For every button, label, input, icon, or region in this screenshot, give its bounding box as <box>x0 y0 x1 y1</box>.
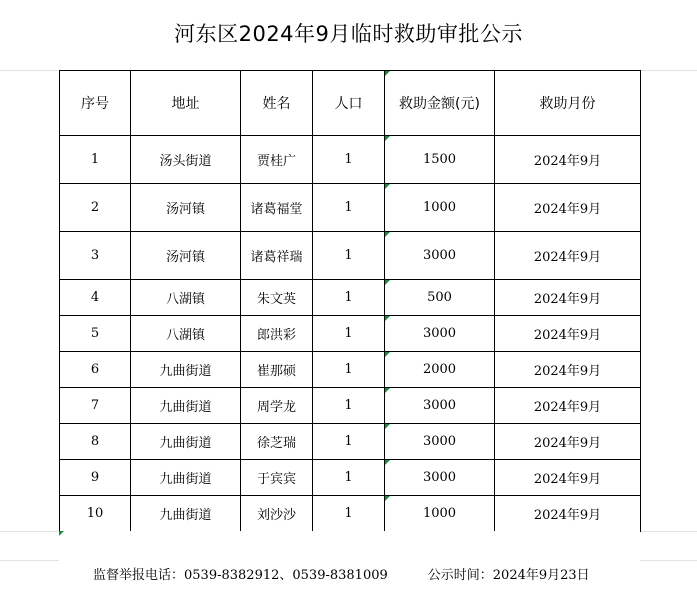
cell-people <box>313 316 385 352</box>
cell-no <box>60 460 131 496</box>
cell-month <box>495 352 641 388</box>
cell-name <box>241 280 313 316</box>
cell-note-marker <box>385 232 390 237</box>
cell-name-text: 崔那硕 <box>256 364 296 379</box>
cell-amount-text: 3000 <box>422 434 457 449</box>
cell-amount <box>385 232 495 280</box>
cell-amount-text: 2000 <box>422 362 457 377</box>
table-row <box>60 184 641 232</box>
cell-amount <box>385 136 495 184</box>
cell-address <box>131 496 241 532</box>
cell-no-text: 10 <box>86 506 104 521</box>
cell-no-text: 3 <box>90 248 100 263</box>
cell-month-text: 2024年9月 <box>533 364 602 379</box>
cell-month <box>495 184 641 232</box>
cell-address <box>131 316 241 352</box>
cell-no <box>60 424 131 460</box>
cell-amount <box>385 184 495 232</box>
table-header-row <box>60 71 641 136</box>
cell-people <box>313 280 385 316</box>
table-row <box>60 460 641 496</box>
cell-amount <box>385 388 495 424</box>
cell-address <box>131 352 241 388</box>
cell-month-text: 2024年9月 <box>533 250 602 265</box>
header-amount: 救助金额(元) <box>385 71 495 136</box>
cell-note-marker <box>385 460 390 465</box>
cell-note-marker <box>385 136 390 141</box>
cell-month <box>495 136 641 184</box>
cell-amount <box>385 280 495 316</box>
relief-table <box>59 70 641 532</box>
cell-month-text: 2024年9月 <box>533 328 602 343</box>
cell-name <box>241 388 313 424</box>
cell-month-text: 2024年9月 <box>533 292 602 307</box>
cell-note-marker <box>385 184 390 189</box>
cell-people <box>313 424 385 460</box>
cell-amount-text: 1000 <box>422 506 457 521</box>
cell-month <box>495 496 641 532</box>
table-row <box>60 388 641 424</box>
footer <box>93 564 590 583</box>
cell-address <box>131 280 241 316</box>
cell-no-text: 8 <box>90 434 100 449</box>
cell-address-text: 八湖镇 <box>165 328 205 343</box>
cell-no-text: 9 <box>90 470 100 485</box>
cell-people-text: 1 <box>344 152 353 167</box>
cell-address <box>131 388 241 424</box>
cell-people-text: 1 <box>344 290 353 305</box>
cell-note-marker <box>385 388 390 393</box>
cell-people-text: 1 <box>344 434 353 449</box>
cell-no <box>60 280 131 316</box>
cell-name <box>241 184 313 232</box>
cell-no <box>60 136 131 184</box>
cell-people <box>313 388 385 424</box>
table-row <box>60 496 641 532</box>
cell-people-text: 1 <box>344 200 353 215</box>
page-title: 河东区2024年9月临时救助审批公示 <box>174 22 523 46</box>
cell-name-text: 周学龙 <box>256 400 296 415</box>
cell-people-text: 1 <box>344 362 353 377</box>
cell-name <box>241 460 313 496</box>
cell-amount-text: 3000 <box>422 326 457 341</box>
cell-name-text: 徐芝瑞 <box>256 436 296 451</box>
cell-note-marker <box>385 424 390 429</box>
cell-no-text: 5 <box>90 326 100 341</box>
cell-note-marker <box>385 280 390 285</box>
cell-address-text: 九曲街道 <box>159 436 212 451</box>
table-row <box>60 316 641 352</box>
cell-amount-text: 1000 <box>422 200 457 215</box>
cell-amount-text: 3000 <box>422 470 457 485</box>
cell-no <box>60 352 131 388</box>
cell-people <box>313 232 385 280</box>
cell-no-text: 2 <box>90 200 100 215</box>
cell-name-text: 朱文英 <box>256 292 296 307</box>
cell-note-marker <box>385 316 390 321</box>
cell-month <box>495 316 641 352</box>
cell-people <box>313 460 385 496</box>
cell-month-text: 2024年9月 <box>533 472 602 487</box>
header-no: 序号 <box>60 71 131 136</box>
cell-people-text: 1 <box>344 398 353 413</box>
cell-amount <box>385 352 495 388</box>
cell-name <box>241 232 313 280</box>
header-people: 人口 <box>313 71 385 136</box>
header-address: 地址 <box>131 71 241 136</box>
cell-amount-text: 3000 <box>422 398 457 413</box>
cell-month <box>495 232 641 280</box>
cell-month <box>495 460 641 496</box>
cell-address <box>131 136 241 184</box>
cell-name <box>241 352 313 388</box>
cell-no <box>60 316 131 352</box>
cell-name-text: 贾桂广 <box>256 154 296 169</box>
cell-name <box>241 424 313 460</box>
cell-amount <box>385 496 495 532</box>
phone-numbers: 0539-8382912、0539-8381009 <box>184 568 388 583</box>
cell-address <box>131 232 241 280</box>
cell-no-text: 6 <box>90 362 100 377</box>
cell-people-text: 1 <box>344 506 353 521</box>
header-month: 救助月份 <box>495 71 641 136</box>
cell-month <box>495 280 641 316</box>
date-label: 公示时间： <box>427 568 493 583</box>
cell-month <box>495 388 641 424</box>
cell-amount <box>385 460 495 496</box>
phone-label: 监督举报电话： <box>93 568 185 583</box>
footer-panel <box>59 531 640 595</box>
cell-month <box>495 424 641 460</box>
table-row <box>60 280 641 316</box>
cell-name-text: 刘沙沙 <box>256 508 296 523</box>
cell-amount-text: 3000 <box>422 248 457 263</box>
cell-month-text: 2024年9月 <box>533 436 602 451</box>
cell-people <box>313 184 385 232</box>
cell-amount <box>385 316 495 352</box>
publish-date: 2024年9月23日 <box>492 568 590 583</box>
table-row <box>60 424 641 460</box>
cell-name-text: 于宾宾 <box>256 472 296 487</box>
cell-month-text: 2024年9月 <box>533 508 602 523</box>
cell-address <box>131 460 241 496</box>
cell-people <box>313 352 385 388</box>
cell-no-text: 4 <box>90 290 100 305</box>
cell-people-text: 1 <box>344 248 353 263</box>
cell-address-text: 九曲街道 <box>159 364 212 379</box>
cell-month-text: 2024年9月 <box>533 202 602 217</box>
cell-no <box>60 184 131 232</box>
cell-name <box>241 496 313 532</box>
cell-people <box>313 136 385 184</box>
cell-name <box>241 136 313 184</box>
cell-amount-text: 500 <box>427 290 452 305</box>
cell-amount-text: 1500 <box>422 152 457 167</box>
cell-no <box>60 388 131 424</box>
cell-address-text: 八湖镇 <box>165 292 205 307</box>
cell-address <box>131 424 241 460</box>
cell-address-text: 汤河镇 <box>165 202 205 217</box>
cell-people-text: 1 <box>344 326 353 341</box>
cell-note-marker <box>385 71 390 76</box>
cell-note-marker <box>385 352 390 357</box>
cell-address-text: 九曲街道 <box>159 400 212 415</box>
cell-no-text: 1 <box>90 152 100 167</box>
cell-no <box>60 496 131 532</box>
table-row <box>60 232 641 280</box>
table-row <box>60 136 641 184</box>
cell-name-text: 诸葛祥瑞 <box>250 250 303 265</box>
cell-name-text: 郎洪彩 <box>256 328 296 343</box>
cell-address-text: 九曲街道 <box>159 472 212 487</box>
cell-month-text: 2024年9月 <box>533 154 602 169</box>
table-body <box>60 136 641 532</box>
cell-people-text: 1 <box>344 470 353 485</box>
cell-address-text: 汤头街道 <box>159 154 212 169</box>
cell-no-text: 7 <box>90 398 100 413</box>
cell-amount <box>385 424 495 460</box>
cell-name-text: 诸葛福堂 <box>250 202 303 217</box>
cell-note-marker <box>59 531 64 536</box>
cell-no <box>60 232 131 280</box>
cell-note-marker <box>385 496 390 501</box>
cell-address <box>131 184 241 232</box>
cell-name <box>241 316 313 352</box>
cell-address-text: 汤河镇 <box>165 250 205 265</box>
cell-address-text: 九曲街道 <box>159 508 212 523</box>
header-name: 姓名 <box>241 71 313 136</box>
cell-people <box>313 496 385 532</box>
cell-month-text: 2024年9月 <box>533 400 602 415</box>
table-row <box>60 352 641 388</box>
